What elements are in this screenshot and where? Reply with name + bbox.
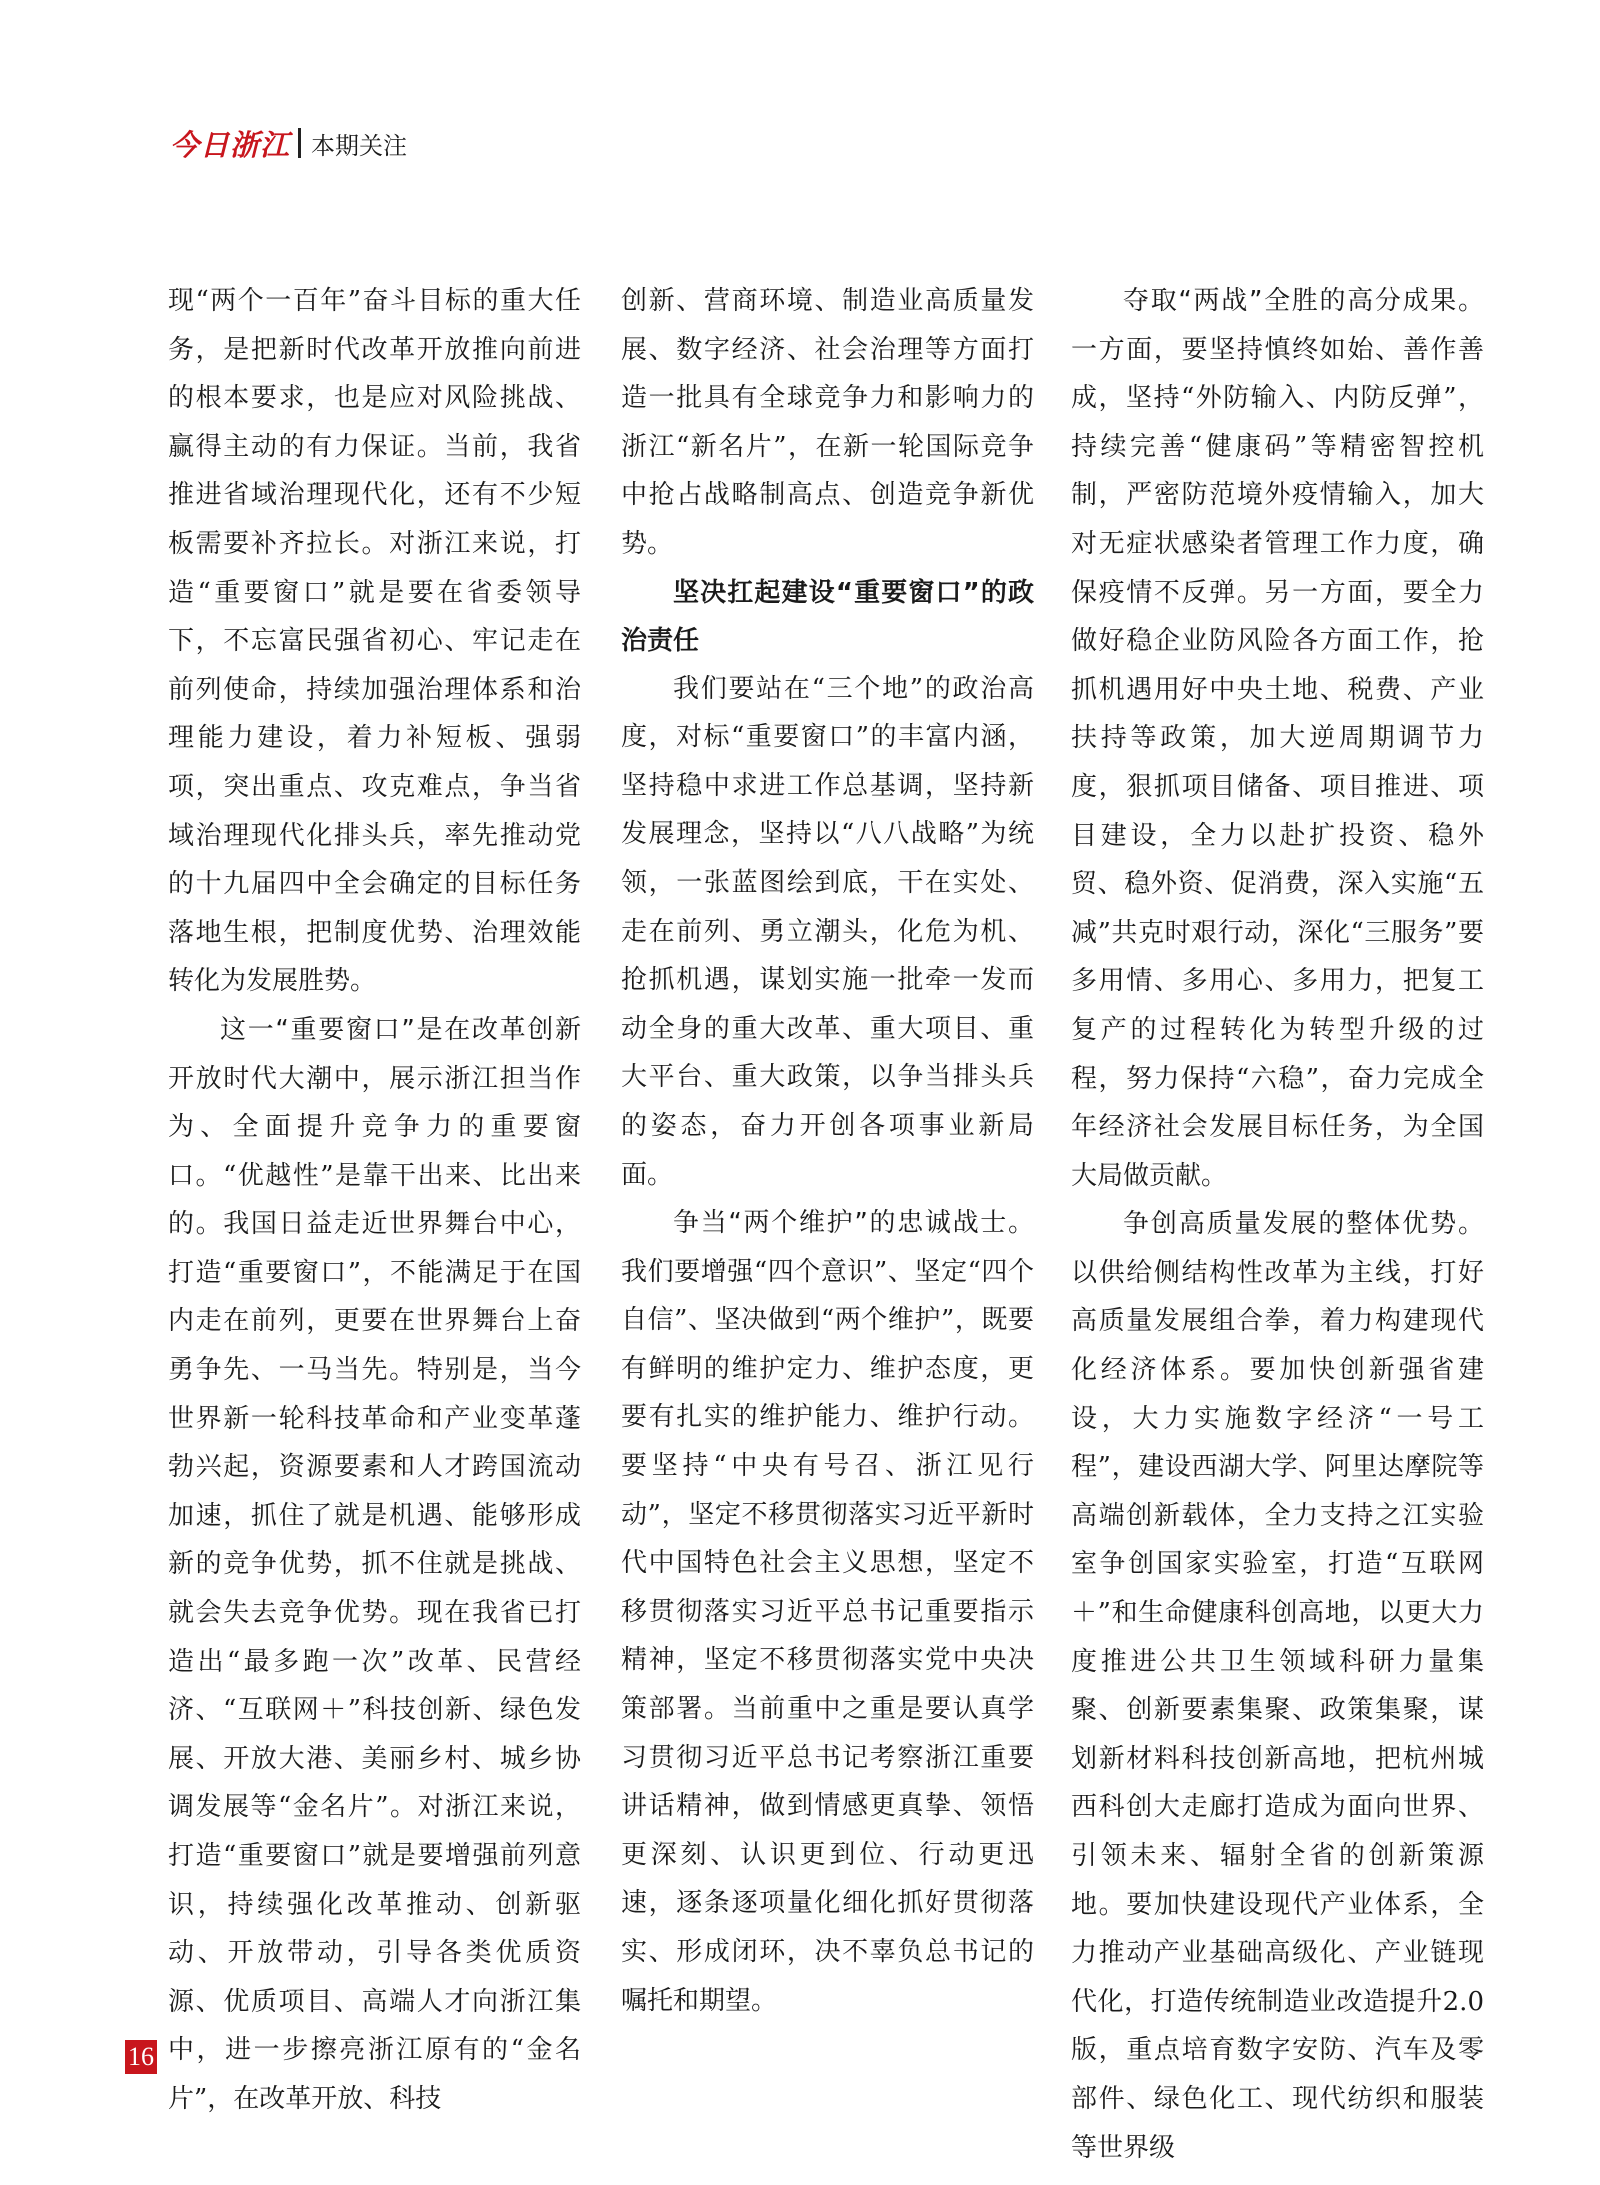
paragraph-lead: 争创高质量发展的整体优势。 bbox=[1123, 1209, 1484, 1240]
paragraph-lead: 争当“两个维护”的忠诚战士。 bbox=[673, 1208, 1034, 1239]
section-heading: 坚决扛起建设“重要窗口”的政治责任 bbox=[621, 577, 1034, 656]
column-2 bbox=[621, 277, 1034, 2025]
paragraph: 创新、营商环境、制造业高质量发展、数字经济、社会治理等方面打造一批具有全球竞争力和影响力的浙江“新名片”，在新一轮国际竞争中抢占战略制高点、创造竞争新优势。 bbox=[621, 286, 1034, 559]
column-1 bbox=[168, 277, 581, 2124]
column-3 bbox=[1071, 277, 1484, 2172]
paragraph: 争创高质量发展的整体优势。以供给侧结构性改革为主线，打好高质量发展组合拳，着力构建现代化经济体系。要加快创新强省建设，大力实施数字经济“一号工程”，建设西湖大学、阿里达摩院等高端创新载体，全力支持之江实验室争创国家实验室，打造“互联网＋”和生命健康科创高地，以更大力度推进公共卫生领域科研力量集聚、创新要素集聚、政策集聚，谋划新材料科技创新高地，把杭州城西科创大走廊打造成为面向世界、引领未来、辐射全省的创新策源地。要加快建设现代产业体系，全力推动产业基础高级化、产业链现代化，打造传统制造业改造提升2.0版，重点培育数字安防、汽车及零部件、绿色化工、现代纺织和服装等世界级 bbox=[1071, 1209, 1484, 2163]
paragraph-lead: 夺取“两战”全胜的高分成果。 bbox=[1123, 286, 1484, 316]
paragraph: 争当“两个维护”的忠诚战士。我们要增强“四个意识”、坚定“四个自信”、坚决做到“两个维护”，既要有鲜明的维护定力、维护态度，更要有扎实的维护能力、维护行动。要坚持“中央有号召、浙江见行动”，坚定不移贯彻落实习近平新时代中国特色社会主义思想，坚定不移贯彻落实习近平总书记重要指示精神，坚定不移贯彻落实党中央决策部署。当前重中之重是要认真学习贯彻习近平总书记考察浙江重要讲话精神，做到情感更真挚、领悟更深刻、认识更到位、行动更迅速，逐条逐项量化细化抓好贯彻落实、形成闭环，决不辜负总书记的嘱托和期望。 bbox=[621, 1208, 1034, 2016]
page-header bbox=[170, 120, 407, 166]
paragraph: 夺取“两战”全胜的高分成果。一方面，要坚持慎终如始、善作善成，坚持“外防输入、内防反弹”，持续完善“健康码”等精密智控机制，严密防范境外疫情输入，加大对无症状感染者管理工作力度，确保疫情不反弹。另一方面，要全力做好稳企业防风险各方面工作，抢抓机遇用好中央土地、税费、产业扶持等政策，加大逆周期调节力度，狠抓项目储备、项目推进、项目建设，全力以赴扩投资、稳外贸、稳外资、促消费，深入实施“五减”共克时艰行动，深化“三服务”要多用情、多用心、多用力，把复工复产的过程转化为转型升级的过程，努力保持“六稳”，奋力完成全年经济社会发展目标任务，为全国大局做贡献。 bbox=[1071, 286, 1484, 1191]
section-label: 本期关注 bbox=[311, 131, 408, 160]
page-number: 16 bbox=[125, 2040, 157, 2074]
paragraph: 我们要站在“三个地”的政治高度，对标“重要窗口”的丰富内涵，坚持稳中求进工作总基调，坚持新发展理念，坚持以“八八战略”为统领，一张蓝图绘到底，干在实处、走在前列、勇立潮头，化危为机、抢抓机遇，谋划实施一批牵一发而动全身的重大改革、重大项目、重大平台、重大政策，以争当排头兵的姿态，奋力开创各项事业新局面。 bbox=[621, 673, 1034, 1190]
paragraph: 这一“重要窗口”是在改革创新开放时代大潮中，展示浙江担当作为、全面提升竞争力的重要窗口。“优越性”是靠干出来、比出来的。我国日益走近世界舞台中心，打造“重要窗口”，不能满足于在国内走在前列，更要在世界舞台上奋勇争先、一马当先。特别是，当今世界新一轮科技革命和产业变革蓬勃兴起，资源要素和人才跨国流动加速，抓住了就是机遇、能够形成新的竞争优势，抓不住就是挑战、就会失去竞争优势。现在我省已打造出“最多跑一次”改革、民营经济、“互联网＋”科技创新、绿色发展、开放大港、美丽乡村、城乡协调发展等“金名片”。对浙江来说，打造“重要窗口”就是要增强前列意识，持续强化改革推动、创新驱动、开放带动，引导各类优质资源、优质项目、高端人才向浙江集中，进一步擦亮浙江原有的“金名片”，在改革开放、科技 bbox=[168, 1014, 581, 2114]
magazine-logo: 今日浙江 bbox=[170, 127, 291, 162]
paragraph-lead: 这一“重要窗口”是在改革创新开放时代大潮中，展示浙江担当作为、全面提升竞争力的重要窗口。 bbox=[168, 1014, 581, 1191]
header-divider bbox=[298, 128, 301, 158]
paragraph: 现“两个一百年”奋斗目标的重大任务，是把新时代改革开放推向前进的根本要求，也是应对风险挑战、赢得主动的有力保证。当前，我省推进省域治理现代化，还有不少短板需要补齐拉长。对浙江来说，打造“重要窗口”就是要在省委领导下，不忘富民强省初心、牢记走在前列使命，持续加强治理体系和治理能力建设，着力补短板、强弱项，突出重点、攻克难点，争当省域治理现代化排头兵，率先推动党的十九届四中全会确定的目标任务落地生根，把制度优势、治理效能转化为发展胜势。 bbox=[168, 286, 581, 997]
